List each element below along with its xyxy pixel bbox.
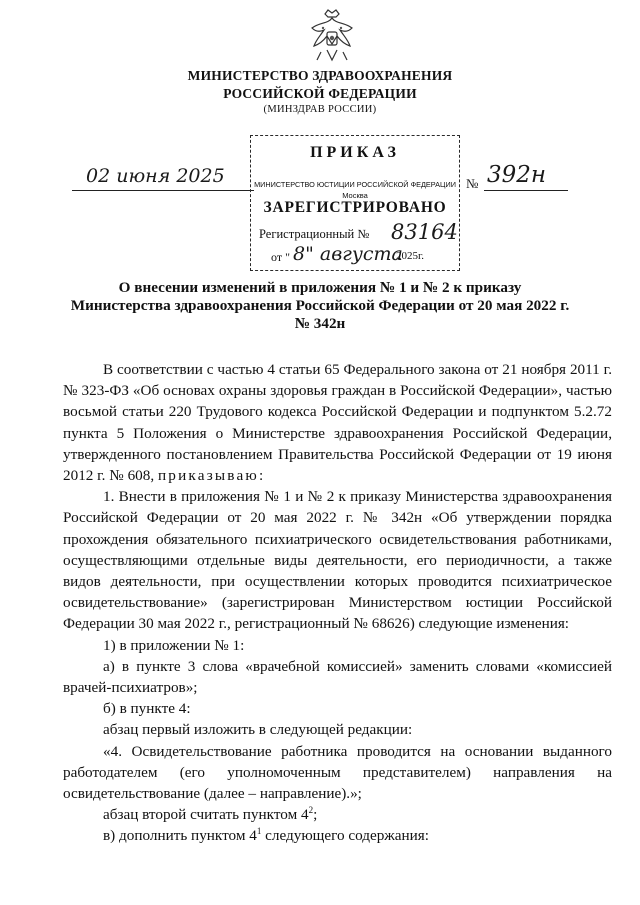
order-number-label: № — [466, 176, 479, 191]
prikaz-heading: ПРИКАЗ — [310, 144, 400, 161]
paragraph-abzac-2 — [63, 804, 612, 825]
coat-of-arms-emblem — [303, 8, 361, 68]
stamp-reg-number: 83164 — [391, 220, 458, 244]
ministry-short-name: (МИНЗДРАВ РОССИИ) — [263, 104, 377, 115]
order-word: приказываю: — [157, 467, 266, 485]
subitem-v-text: в) дополнить пунктом 4 — [103, 827, 257, 845]
abzac-2-end: ; — [313, 806, 318, 824]
paragraph-subitem-1: 1) в приложении № 1: — [103, 636, 245, 654]
paragraph-quote-4: «4. Освидетельствование работника проводится на основании выданного работодателем (его уполномоченным представителем) направления на освидетельствование (далее – направление).»; — [63, 742, 612, 803]
stamp-reg-label: Регистрационный № — [259, 227, 370, 241]
stamp-date-prefix: от " — [271, 250, 290, 264]
order-date-handwritten: 02 июня 2025 — [86, 165, 225, 187]
paragraph-item-1: 1. Внести в приложения № 1 и № 2 к приказу Министерства здравоохранения Российской Федерации от 20 мая 2022 г. № 342н «Об утверждении порядка прохождения обязательного психиатрического освидетельствования работниками, осуществляющими отдельные виды деятельности, его периодичности, а также видов деятельности, при осуществлении которых проводится психиатрическое освидетельствование» (зарегистрирован Министерством юстиции Российской Федерации 30 мая 2022 г., регистрационный № 68626) следующие изменения: — [63, 488, 612, 633]
paragraph-subitem-v — [63, 825, 612, 846]
stamp-city: Москва — [342, 191, 368, 200]
order-number-handwritten: 392н — [487, 162, 547, 188]
paragraph-abzac-1: абзац первый изложить в следующей редакции: — [103, 721, 413, 739]
stamp-registered: ЗАРЕГИСТРИРОВАНО — [263, 199, 447, 216]
preamble-text: В соответствии с частью 4 статьи 65 Федерального закона от 21 ноября 2011 г. № 323-ФЗ «Об основах охраны здоровья граждан в Российской Федерации», частью восьмой статьи 220 Трудового кодекса Российской Федерации и подпунктом 5.2.72 пункта 5 Положения о Министерстве здравоохранения Российской Федерации, утвержденного постановлением Правительства Российской Федерации от 19 июня 2012 г. № 608, — [63, 361, 612, 485]
paragraph-subitem-a: а) в пункте 3 слова «врачебной комиссией» заменить словами «комиссией врачей-психиатров»; — [63, 657, 612, 697]
subitem-v-end: следующего содержания: — [261, 827, 429, 845]
stamp-year: 2025г. — [396, 250, 425, 262]
document-title-line1: О внесении изменений в приложения № 1 и № 2 к приказу — [118, 279, 522, 296]
registration-stamp — [250, 135, 460, 271]
subitem-v-superscript: 1 — [256, 826, 262, 837]
order-date-underline — [72, 190, 254, 191]
stamp-date-value: 8" августа — [293, 243, 403, 265]
document-title-line2: Министерства здравоохранения Российской Федерации от 20 мая 2022 г. — [70, 297, 570, 314]
document-body — [63, 359, 612, 847]
order-number-underline — [484, 190, 568, 191]
document-title-line3: № 342н — [294, 315, 346, 332]
paragraph-subitem-b: б) в пункте 4: — [103, 700, 191, 718]
abzac-2-text: абзац второй считать пунктом 4 — [103, 806, 309, 824]
abzac-2-superscript: 2 — [308, 805, 314, 816]
ministry-name-line2: РОССИЙСКОЙ ФЕДЕРАЦИИ — [223, 86, 417, 101]
stamp-ministry-justice: МИНИСТЕРСТВО ЮСТИЦИИ РОССИЙСКОЙ ФЕДЕРАЦИИ — [254, 180, 456, 189]
ministry-name-line1: МИНИСТЕРСТВО ЗДРАВООХРАНЕНИЯ — [187, 68, 453, 83]
paragraph-preamble — [63, 359, 612, 486]
